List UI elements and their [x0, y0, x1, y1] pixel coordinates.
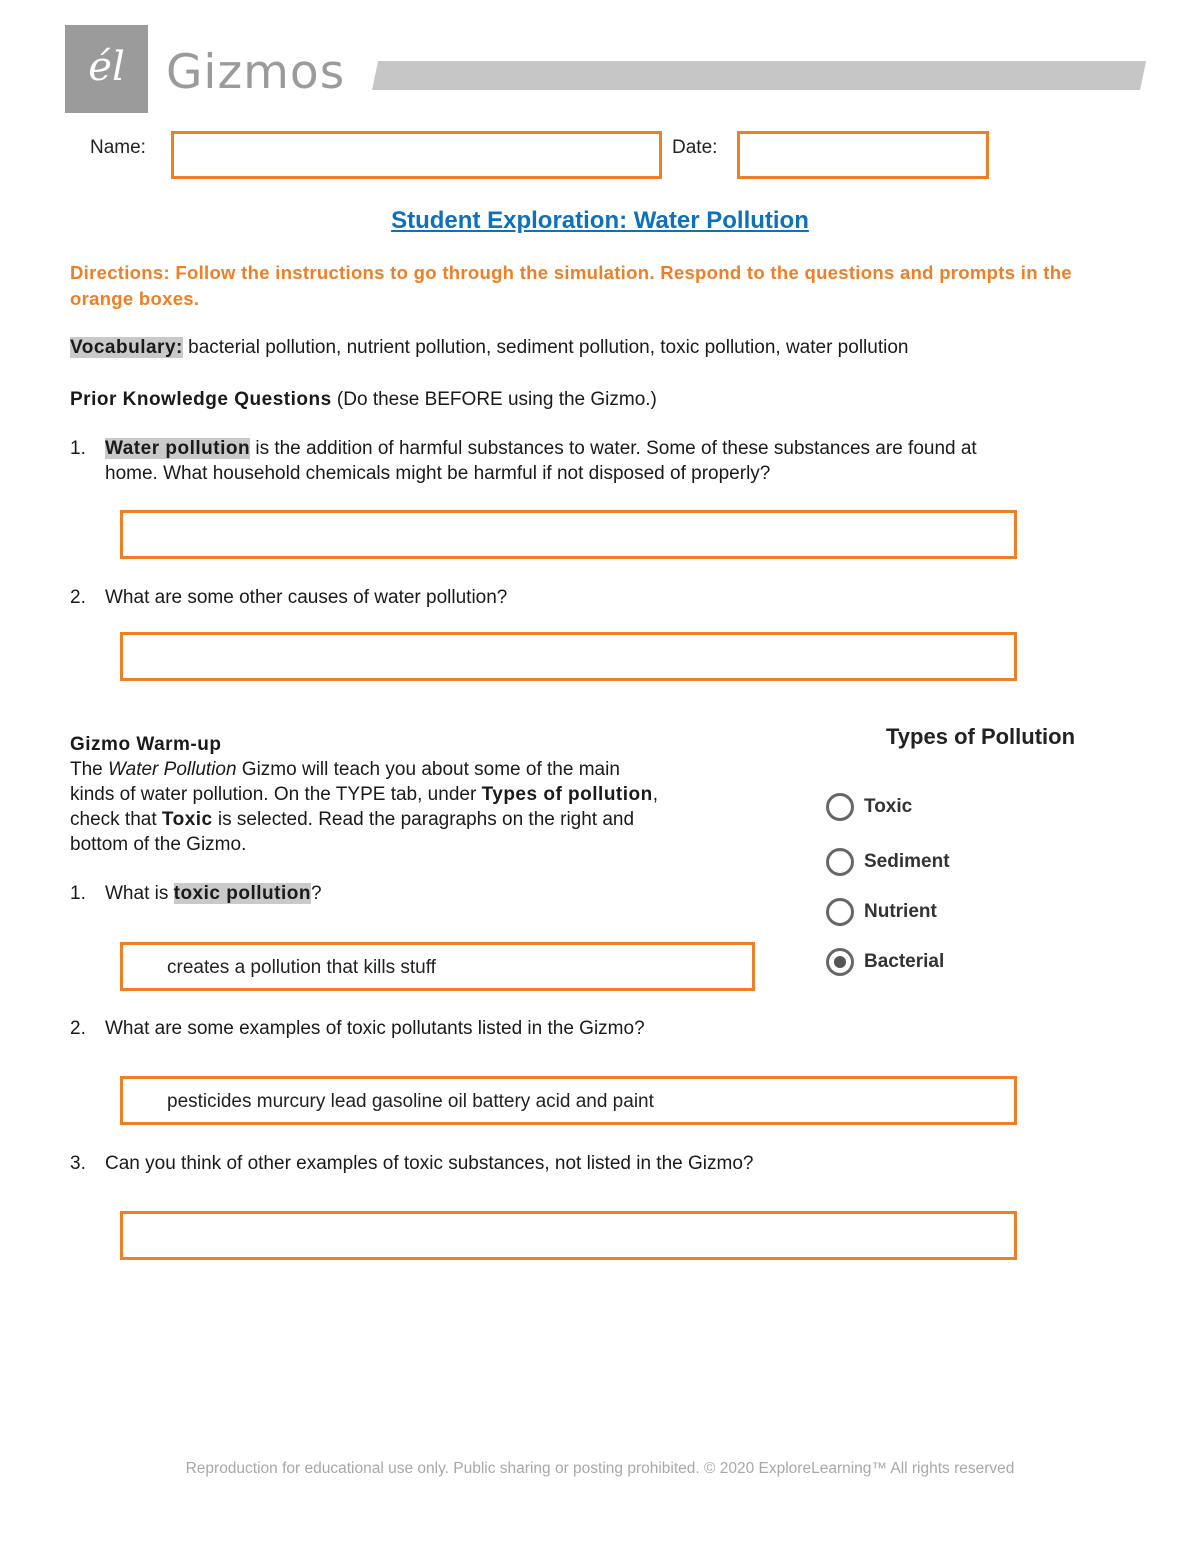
prior-knowledge-heading: Prior Knowledge Questions	[70, 389, 332, 410]
warmup-answer-2-box[interactable]	[120, 1076, 1017, 1125]
radio-label: Toxic	[864, 796, 913, 817]
toxic-term: Toxic	[161, 809, 213, 830]
logo-mark: él	[88, 44, 125, 90]
prior-knowledge-heading-line	[70, 387, 657, 412]
vocabulary-text: bacterial pollution, nutrient pollution, sediment pollution, toxic pollution, water pollution	[182, 337, 909, 358]
question-text: What are some other causes of water pollution?	[105, 587, 508, 608]
warmup-question-2	[70, 1016, 645, 1041]
document-title: Student Exploration: Water Pollution	[391, 207, 809, 234]
warmup-answer-3-box[interactable]	[120, 1211, 1017, 1260]
warmup-answer-1-box[interactable]	[120, 942, 755, 991]
date-field[interactable]	[737, 131, 989, 179]
answer-text: creates a pollution that kills stuff	[167, 957, 436, 978]
warmup-intro-line-2	[70, 782, 770, 807]
date-label: Date:	[672, 137, 718, 158]
vocabulary-line	[70, 335, 1130, 360]
radio-button-selected-icon[interactable]	[826, 948, 854, 976]
gizmo-name: Water Pollution	[108, 759, 237, 780]
question-text-continued: home. What household chemicals might be harmful if not disposed of properly?	[105, 463, 771, 484]
radio-button-icon[interactable]	[826, 898, 854, 926]
radio-label: Sediment	[864, 851, 950, 872]
warmup-intro-line-1	[70, 757, 770, 782]
types-of-pollution-term: Types of pollution	[481, 784, 653, 805]
water-pollution-term: Water pollution	[105, 438, 251, 459]
toxic-pollution-term: toxic pollution	[173, 883, 311, 904]
types-of-pollution-title: Types of Pollution	[886, 724, 1076, 749]
intro-text: Gizmo will teach you about some of the main	[236, 759, 620, 780]
question-text: ?	[310, 883, 322, 904]
question-text: What are some examples of toxic pollutants listed in the Gizmo?	[105, 1018, 645, 1039]
directions: Directions: Follow the instructions to go through the simulation. Respond to the questions and prompts in the orange boxes.	[70, 262, 1072, 309]
question-number: 2.	[70, 1018, 86, 1039]
vocabulary-label: Vocabulary:	[70, 337, 183, 358]
prior-knowledge-note: (Do these BEFORE using the Gizmo.)	[331, 389, 657, 410]
intro-text: is selected. Read the paragraphs on the right and	[212, 809, 635, 830]
header-bar	[372, 61, 1146, 90]
warmup-question-3	[70, 1151, 753, 1176]
question-text: Can you think of other examples of toxic substances, not listed in the Gizmo?	[105, 1153, 754, 1174]
warmup-question-1	[70, 881, 322, 906]
warmup-intro-line-4: bottom of the Gizmo.	[70, 834, 247, 855]
radio-dot-icon	[834, 956, 846, 968]
explorelearning-logo	[65, 25, 148, 113]
prior-answer-2-box[interactable]	[120, 632, 1017, 681]
question-number: 1.	[70, 438, 86, 459]
radio-button-icon[interactable]	[826, 793, 854, 821]
radio-button-icon[interactable]	[826, 848, 854, 876]
name-label: Name:	[90, 137, 146, 158]
question-number: 2.	[70, 587, 86, 608]
warmup-section	[70, 732, 770, 857]
question-text: is the addition of harmful substances to water. Some of these substances are found at	[250, 438, 977, 459]
prior-question-1	[70, 436, 1130, 486]
question-number: 1.	[70, 883, 86, 904]
name-field[interactable]	[171, 131, 662, 179]
gizmos-brand: Gizmos	[166, 45, 346, 100]
prior-answer-1-box[interactable]	[120, 510, 1017, 559]
intro-text: check that	[70, 809, 162, 830]
intro-text: ,	[652, 784, 659, 805]
intro-text: kinds of water pollution. On the TYPE tab, under	[70, 784, 482, 805]
warmup-heading: Gizmo Warm-up	[70, 734, 222, 755]
intro-text: The	[70, 759, 109, 780]
warmup-intro-line-3	[70, 807, 770, 832]
radio-label: Nutrient	[864, 901, 937, 922]
question-text: What is	[105, 883, 174, 904]
footer-copyright: Reproduction for educational use only. Public sharing or posting prohibited. © 2020 ExploreLearning™ All rights reserved	[185, 1460, 1015, 1477]
prior-question-2	[70, 585, 507, 610]
answer-text: pesticides murcury lead gasoline oil battery acid and paint	[167, 1091, 654, 1112]
radio-label: Bacterial	[864, 951, 945, 972]
question-number: 3.	[70, 1153, 86, 1174]
